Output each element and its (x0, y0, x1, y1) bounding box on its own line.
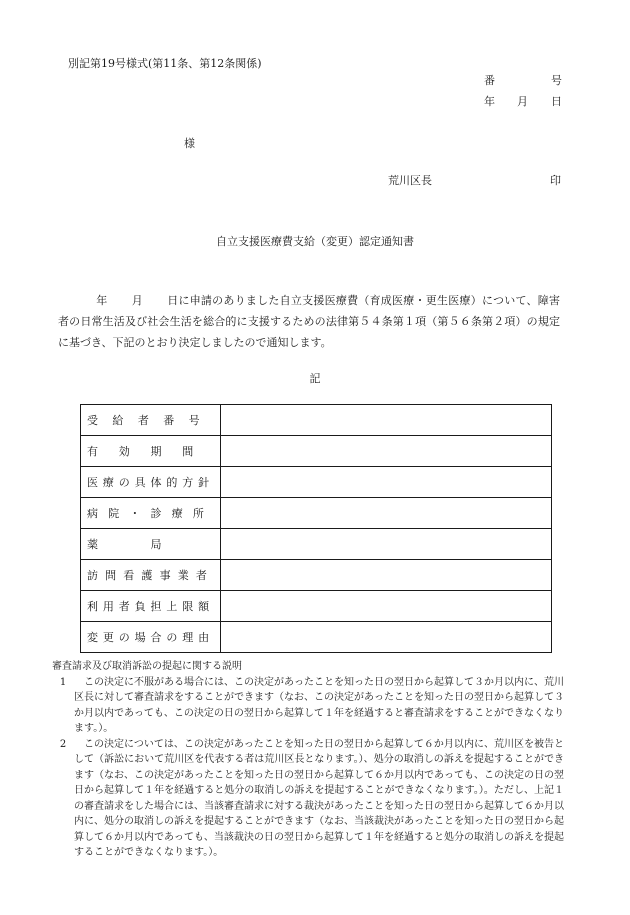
row-label-char: 局 (150, 538, 162, 551)
row-label-char: 所 (192, 507, 204, 520)
notes-title: 審査請求及び取消訴訟の提起に関する説明 (52, 661, 242, 672)
row-label-char: 限 (182, 600, 194, 613)
row-label-cell (81, 622, 221, 653)
body-date-month: 月 (131, 294, 143, 307)
row-value[interactable] (221, 560, 552, 591)
row-label-char: 有 (87, 445, 98, 458)
note-text: この決定については、この決定があったことを知った日の翌日から起算して６か月以内に、荒川区を被告として（訴訟において荒川区を代表する者は荒川区長となります。）、処分の取消しの訴えを提起することができます（なお、この決定があったことを知った日の翌日から起算して６か月以内であっても、この決定の日の翌日から起算して１年を経過すると処分の取消しの訴えを提起することができなくなります。）。ただし、上記１の審査請求をした場合には、当該審査請求に対する裁決があったことを知った日の翌日から起算して６か月以内に、処分の取消しの訴えを提起することができます（なお、当該裁決があったことを知った日の翌日から起算して６か月以内であっても、当該裁決の日の翌日から起算して１年を経過すると処分の取消しの訴えを提起することができなくなります。）。 (74, 738, 564, 858)
date-year: 年 (484, 95, 495, 108)
certification-table-body (81, 405, 552, 653)
note-text: この決定に不服がある場合には、この決定があったことを知った日の翌日から起算して３か月以内に、荒川区長に対して審査請求をすることができます（なお、この決定があったことを知った日の翌日から起算して３か月以内であっても、この決定の日の翌日から起算して１年を経過すると審査請求をすることができなくなります。）。 (74, 676, 564, 734)
note-item-1 (52, 675, 564, 737)
row-value[interactable] (221, 405, 552, 436)
table-row (81, 560, 552, 591)
row-value[interactable] (221, 498, 552, 529)
row-label-char: 護 (141, 569, 153, 582)
table-row (81, 405, 552, 436)
row-label-char: 療 (102, 476, 114, 489)
recipient-honorific: 様 (184, 137, 195, 150)
row-label-char: 担 (150, 600, 162, 613)
row-label (87, 474, 214, 490)
note-number: 1 (59, 676, 67, 688)
row-label-char: の (118, 631, 130, 644)
row-label-char: の (118, 476, 130, 489)
row-label-char: 看 (123, 569, 135, 582)
row-label-cell (81, 498, 221, 529)
row-label (87, 598, 214, 614)
row-label-char: 針 (198, 476, 210, 489)
date-month: 月 (517, 95, 528, 108)
row-label-char: 体 (150, 476, 162, 489)
row-label-char: 場 (134, 631, 146, 644)
ki-heading: 記 (309, 372, 321, 385)
row-label-char: 事 (159, 569, 171, 582)
table-row (81, 591, 552, 622)
row-label (87, 412, 214, 428)
row-label-char: 診 (150, 507, 162, 520)
row-label-char: 更 (102, 631, 114, 644)
row-label-char: 者 (195, 569, 207, 582)
row-label-char: 薬 (87, 538, 98, 551)
number-prefix: 番 (484, 74, 495, 87)
table-row (81, 498, 552, 529)
body-paragraph (58, 290, 560, 353)
table-row (81, 467, 552, 498)
row-value[interactable] (221, 591, 552, 622)
row-label-char: 的 (166, 476, 178, 489)
row-label-char: 号 (188, 414, 200, 427)
row-label-char: ・ (129, 507, 141, 520)
row-label-char: 上 (166, 600, 178, 613)
row-label-char: 者 (137, 414, 149, 427)
row-label-char: 期 (150, 445, 162, 458)
row-label-char: 利 (87, 600, 98, 613)
body-text: 日に申請のありました自立支援医療費（育成医療・更生医療）について、障害者の日常生活及び社会生活を総合的に支援するための法律第５４条第１項（第５６条第２項）の規定に基づき、下記のとおり決定しましたので通知します。 (58, 294, 560, 349)
row-label-char: 者 (118, 600, 130, 613)
form-reference: 別記第19号様式(第11条、第12条関係) (68, 57, 262, 70)
appeal-notes (52, 659, 564, 861)
row-label-cell (81, 436, 221, 467)
row-label-char: 訪 (87, 569, 98, 582)
row-label (87, 629, 214, 645)
certification-table (80, 404, 552, 653)
row-label-char: 医 (87, 476, 98, 489)
row-label (87, 443, 214, 459)
row-label (87, 567, 214, 583)
row-label-char: 間 (182, 445, 194, 458)
row-value[interactable] (221, 622, 552, 653)
row-label-char: 方 (182, 476, 194, 489)
row-value[interactable] (221, 467, 552, 498)
row-label-char: 問 (105, 569, 117, 582)
document-number-line (484, 72, 562, 88)
table-row (81, 529, 552, 560)
row-label (87, 536, 214, 552)
row-label-cell (81, 529, 221, 560)
row-label-char: 番 (163, 414, 175, 427)
row-label-cell (81, 591, 221, 622)
row-label-char: 用 (102, 600, 114, 613)
row-label-char: 効 (118, 445, 130, 458)
row-label-char: 理 (182, 631, 194, 644)
date-day: 日 (551, 95, 562, 108)
row-label-char: 額 (198, 600, 210, 613)
row-label-char: 病 (87, 507, 98, 520)
row-label-char: 院 (108, 507, 120, 520)
row-label-char: 給 (112, 414, 124, 427)
table-row (81, 622, 552, 653)
row-value[interactable] (221, 529, 552, 560)
row-value[interactable] (221, 436, 552, 467)
note-number: 2 (59, 738, 67, 750)
seal-mark: 印 (550, 174, 561, 187)
number-suffix: 号 (551, 74, 562, 87)
row-label-char: 由 (198, 631, 210, 644)
row-label (87, 505, 214, 521)
body-date-year: 年 (96, 294, 108, 307)
sender-name: 荒川区長 (388, 174, 432, 187)
row-label-char: 療 (171, 507, 183, 520)
table-row (81, 436, 552, 467)
document-title: 自立支援医療費支給（変更）認定通知書 (216, 235, 414, 248)
row-label-char: 業 (177, 569, 189, 582)
row-label-cell (81, 560, 221, 591)
note-item-2 (52, 737, 564, 861)
row-label-char: 受 (87, 414, 98, 427)
row-label-char: 合 (150, 631, 162, 644)
row-label-char: 負 (134, 600, 146, 613)
row-label-char: の (166, 631, 178, 644)
row-label-char: 具 (134, 476, 146, 489)
row-label-cell (81, 467, 221, 498)
row-label-cell (81, 405, 221, 436)
row-label-char: 変 (87, 631, 98, 644)
